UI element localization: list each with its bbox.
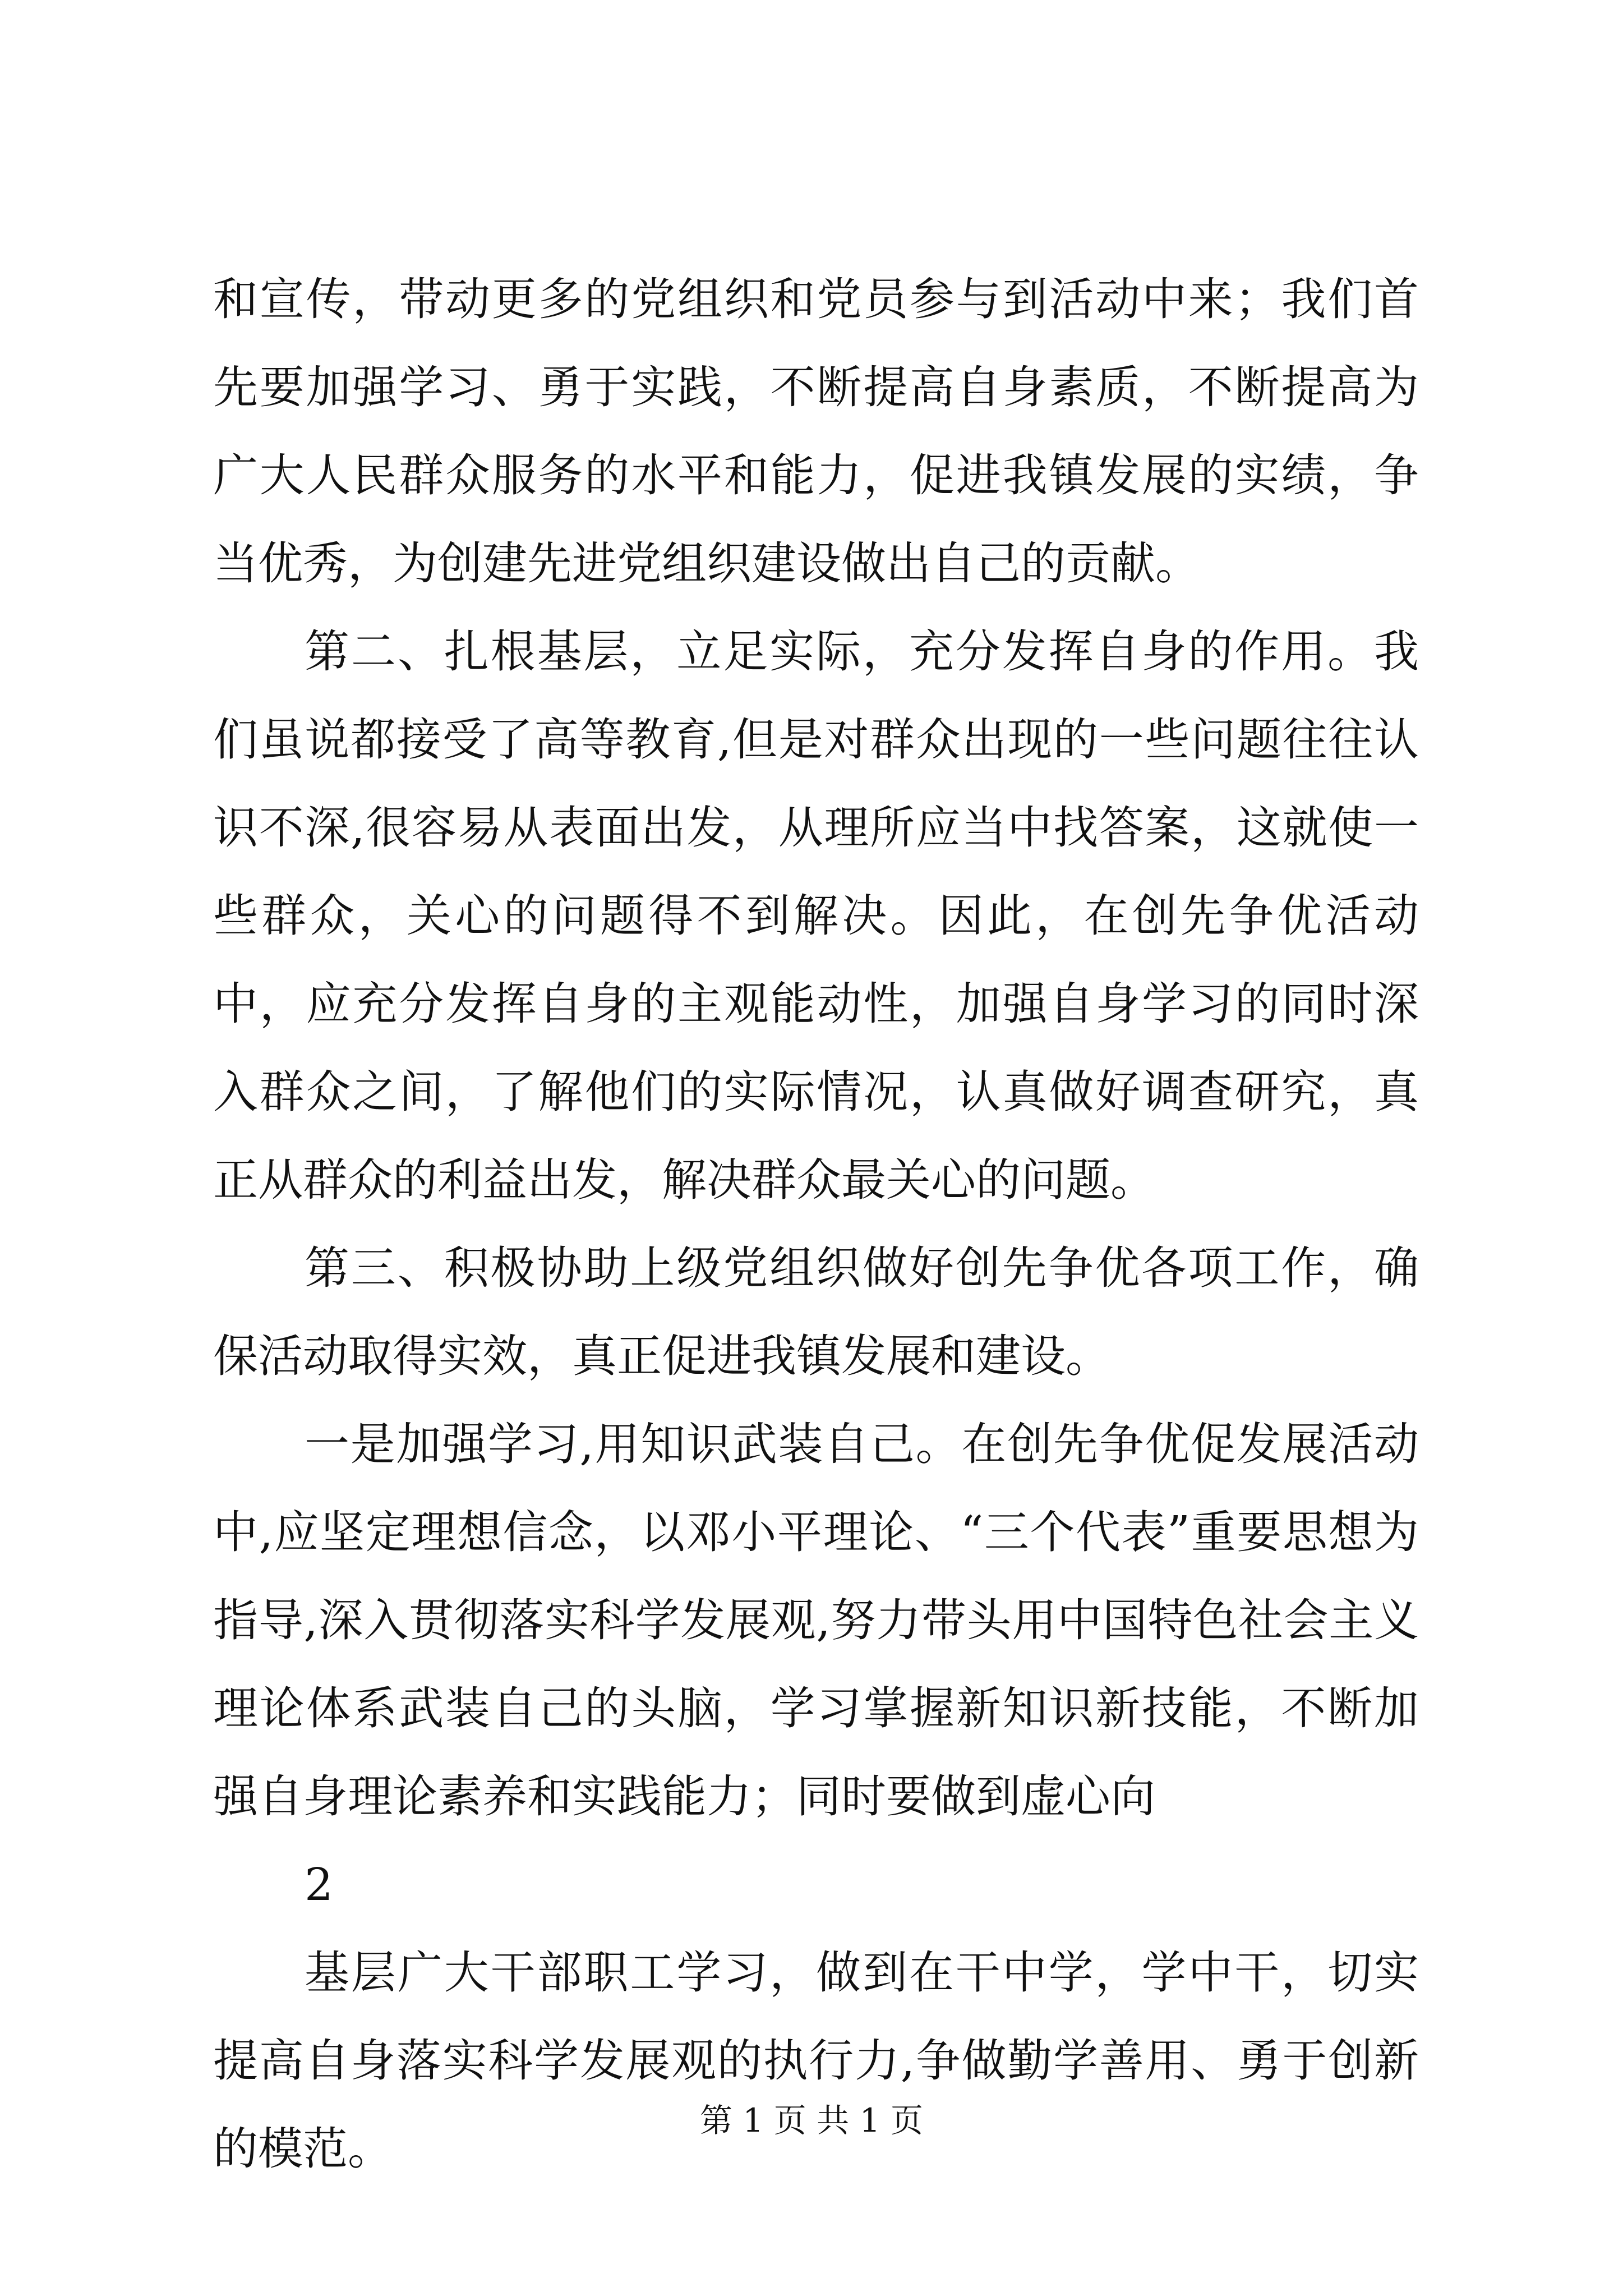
paragraph-4: 一是加强学习,用知识武装自己。在创先争优促发展活动中,应坚定理想信念，以邓小平理论、“三个代表”重要思想为指导,深入贯彻落实科学发展观,努力带头用中国特色社会主义理论体系武装自己的头脑，学习掌握新知识新技能，不断加强自身理论素养和实践能力；同时要做到虚心向 [213, 1418, 1419, 1823]
paragraph-1: 和宣传，带动更多的党组织和党员参与到活动中来；我们首先要加强学习、勇于实践，不断提高自身素质，不断提高为广大人民群众服务的水平和能力，促进我镇发展的实绩，争当优秀，为创建先进党组织建设做出自己的贡献。 [213, 273, 1419, 590]
inline-page-number: 2 [305, 1858, 333, 1911]
paragraph-2: 第二、扎根基层，立足实际，充分发挥自身的作用。我们虽说都接受了高等教育,但是对群众出现的一些问题往往认识不深,很容易从表面出发，从理所应当中找答案，这就使一些群众，关心的问题得不到解决。因此，在创先争优活动中，应充分发挥自身的主观能动性，加强自身学习的同时深入群众之间，了解他们的实际情况，认真做好调查研究，真正从群众的利益出发，解决群众最关心的问题。 [213, 625, 1419, 1206]
page-footer: 第 1 页 共 1 页 [700, 2101, 923, 2139]
paragraph-3: 第三、积极协助上级党组织做好创先争优各项工作，确保活动取得实效，真正促进我镇发展和建设。 [213, 1242, 1419, 1382]
document-body [213, 255, 1419, 2193]
paragraph-5: 基层广大干部职工学习，做到在干中学，学中干，切实提高自身落实科学发展观的执行力,争做勤学善用、勇于创新的模范。 [213, 1947, 1419, 2175]
